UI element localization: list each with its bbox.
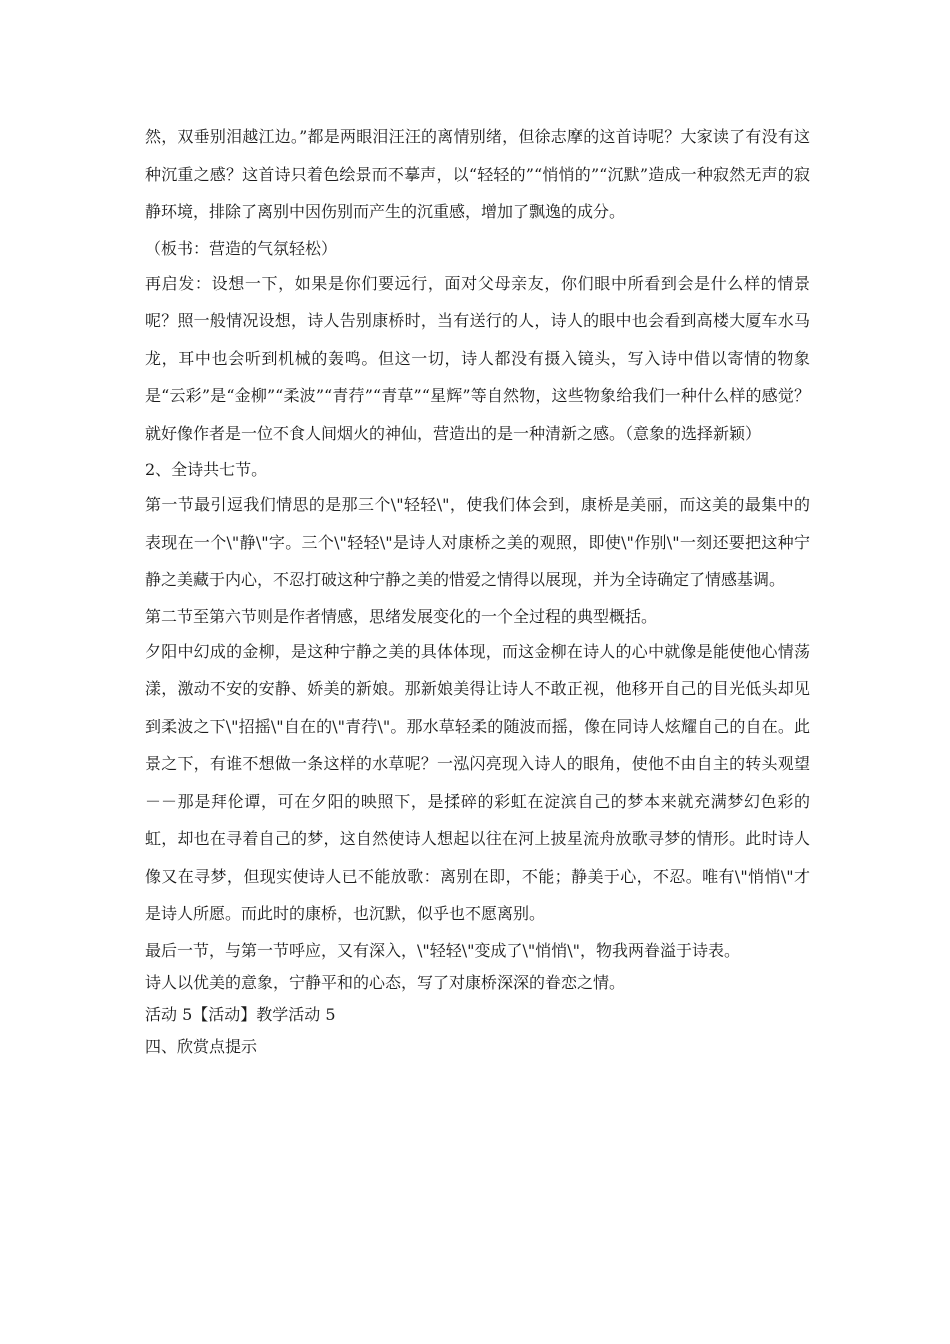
section-heading-appreciation: 四、欣赏点提示 (145, 1036, 258, 1056)
document-page (145, 118, 810, 1061)
paragraph-summary: 诗人以优美的意象，宁静平和的心态，写了对康桥深深的眷恋之情。 (145, 972, 626, 992)
paragraph-golden-willow: 夕阳中幻成的金柳，是这种宁静之美的具体体现，而这金柳在诗人的心中就像是能使他心情荡漾，激动不安的安静、娇美的新娘。那新娘美得让诗人不敢正视，他移开自己的目光低头却见到柔波之下\"招摇\"自在的\"青荇\"。那水草轻柔的随波而摇，像在同诗人炫耀自己的自在。此景之下，有谁不想做一条这样的水草呢？一泓闪亮现入诗人的眼角，使他不由自主的转头观望－－那是拜伦谭，可在夕阳的映照下，是揉碎的彩虹在淀滨自己的梦本来就充满梦幻色彩的虹，却也在寻着自己的梦，这自然使诗人想起以往在河上披星流舟放歌寻梦的情形。此时诗人像又在寻梦，但现实使诗人已不能放歌：离别在即，不能；静美于心，不忍。唯有\"悄悄\"才是诗人所愿。而此时的康桥，也沉默，似乎也不愿离别。 (145, 641, 810, 923)
paragraph-last-stanza: 最后一节，与第一节呼应，又有深入，\"轻轻\"变成了\"悄悄\"，物我两眷溢于诗表。 (145, 940, 741, 960)
paragraph-farewell-tears: 然，双垂别泪越江边。”都是两眼泪汪汪的离情别绪，但徐志摩的这首诗呢？大家读了有没有这种沉重之感？这首诗只着色绘景而不摹声，以“轻轻的”“悄悄的”“沉默”造成一种寂然无声的寂静环境，排除了离别中因伤别而产生的沉重感，增加了飘逸的成分。 (145, 127, 810, 221)
paragraph-seven-stanzas: 2、全诗共七节。 (145, 460, 268, 479)
paragraph-board-note-atmosphere: （板书：营造的气氛轻松） (145, 238, 338, 258)
paragraph-further-inspiration: 再启发：设想一下，如果是你们要远行，面对父母亲友，你们眼中所看到会是什么样的情景呢？照一般情况设想，诗人告别康桥时，当有送行的人，诗人的眼中也会看到高楼大厦车水马龙，耳中也会听到机械的轰鸣。但这一切，诗人都没有摄入镜头，写入诗中借以寄情的物象是“云彩”是“金柳”“柔波”“青荇”“青草”“星辉”等自然物，这些物象给我们一种什么样的感觉？就好像作者是一位不食人间烟火的神仙，营造出的是一种清新之感。（意象的选择新颖） (145, 273, 810, 443)
paragraph-stanzas-two-to-six: 第二节至第六节则是作者情感，思绪发展变化的一个全过程的典型概括。 (145, 606, 658, 626)
paragraph-first-stanza: 第一节最引逗我们情思的是那三个\"轻轻\"，使我们体会到，康桥是美丽，而这美的最集中的表现在一个\"静\"字。三个\"轻轻\"是诗人对康桥之美的观照，即使\"作别\"一刻还要把这种宁静之美藏于内心，不忍打破这种宁静之美的惜爱之情得以展现，并为全诗确定了情感基调。 (145, 495, 810, 589)
paragraph-activity-five: 活动 5【活动】教学活动 5 (145, 1004, 336, 1024)
